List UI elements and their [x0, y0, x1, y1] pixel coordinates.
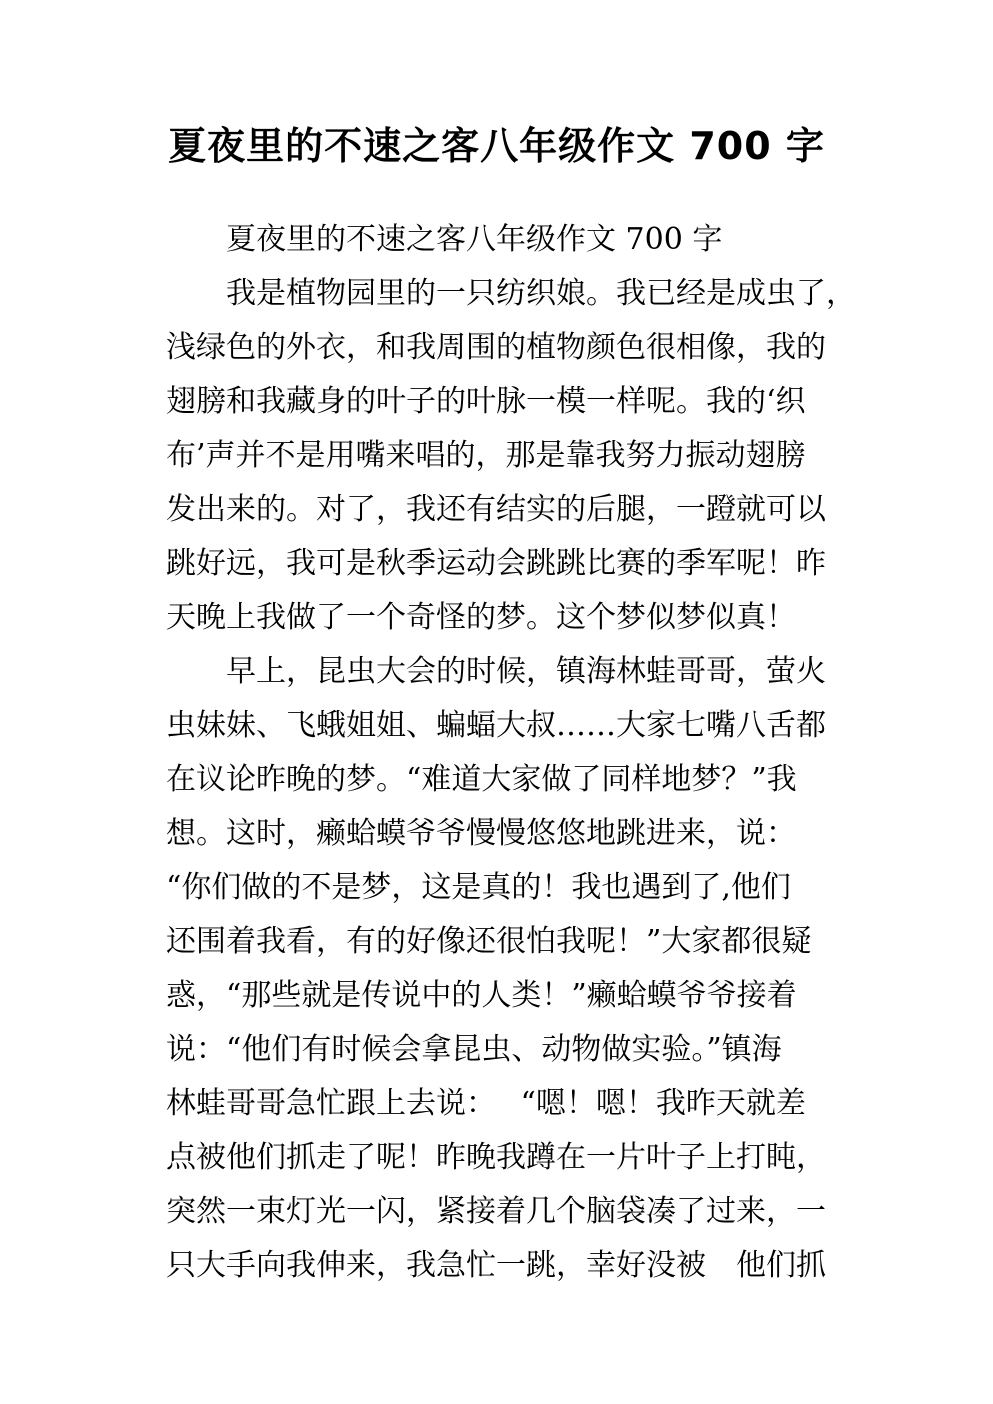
body-line: 惑，“那些就是传说中的人类！”癞蛤蟆爷爷接着: [166, 978, 797, 1013]
body-line: 发出来的。对了，我还有结实的后腿，一蹬就可以: [166, 492, 826, 527]
body-line: 翅膀和我藏身的叶子的叶脉一模一样呢。我的‘织: [166, 384, 806, 419]
body-line: 林蛙哥哥急忙跟上去说： “嗯！嗯！我昨天就差: [166, 1086, 806, 1121]
body-line: 还围着我看，有的好像还很怕我呢！”大家都很疑: [166, 924, 812, 959]
body-line-subtitle: 夏夜里的不速之客八年级作文 700 字: [226, 222, 723, 257]
body-line: 点被他们抓走了呢！昨晚我蹲在一片叶子上打盹，: [166, 1140, 826, 1175]
body-line: 我是植物园里的一只纺织娘。我已经是成虫了，: [226, 276, 856, 311]
body-line: 说：“他们有时候会拿昆虫、动物做实验。”镇海: [166, 1032, 782, 1067]
body-line: 浅绿色的外衣，和我周围的植物颜色很相像，我的: [166, 330, 826, 365]
body-line: 早上，昆虫大会的时候，镇海林蛙哥哥，萤火: [226, 654, 826, 689]
body-line: 跳好远，我可是秋季运动会跳跳比赛的季军呢！昨: [166, 546, 826, 581]
body-line: 布’声并不是用嘴来唱的，那是靠我努力振动翅膀: [166, 438, 806, 473]
body-line: 只大手向我伸来，我急忙一跳，幸好没被 他们抓: [166, 1248, 826, 1283]
body-line: 想。这时，癞蛤蟆爷爷慢慢悠悠地跳进来，说：: [166, 816, 796, 851]
document-title: 夏夜里的不速之客八年级作文 700 字: [168, 124, 825, 168]
body-line: “你们做的不是梦，这是真的！我也遇到了,他们: [166, 870, 791, 905]
body-line: 虫妹妹、飞蛾姐姐、蝙蝠大叔……大家七嘴八舌都: [166, 708, 826, 743]
body-line: 突然一束灯光一闪，紧接着几个脑袋凑了过来，一: [166, 1194, 826, 1229]
body-line: 天晚上我做了一个奇怪的梦。这个梦似梦似真！: [166, 600, 796, 635]
body-line: 在议论昨晚的梦。“难道大家做了同样地梦？”我: [166, 762, 797, 797]
